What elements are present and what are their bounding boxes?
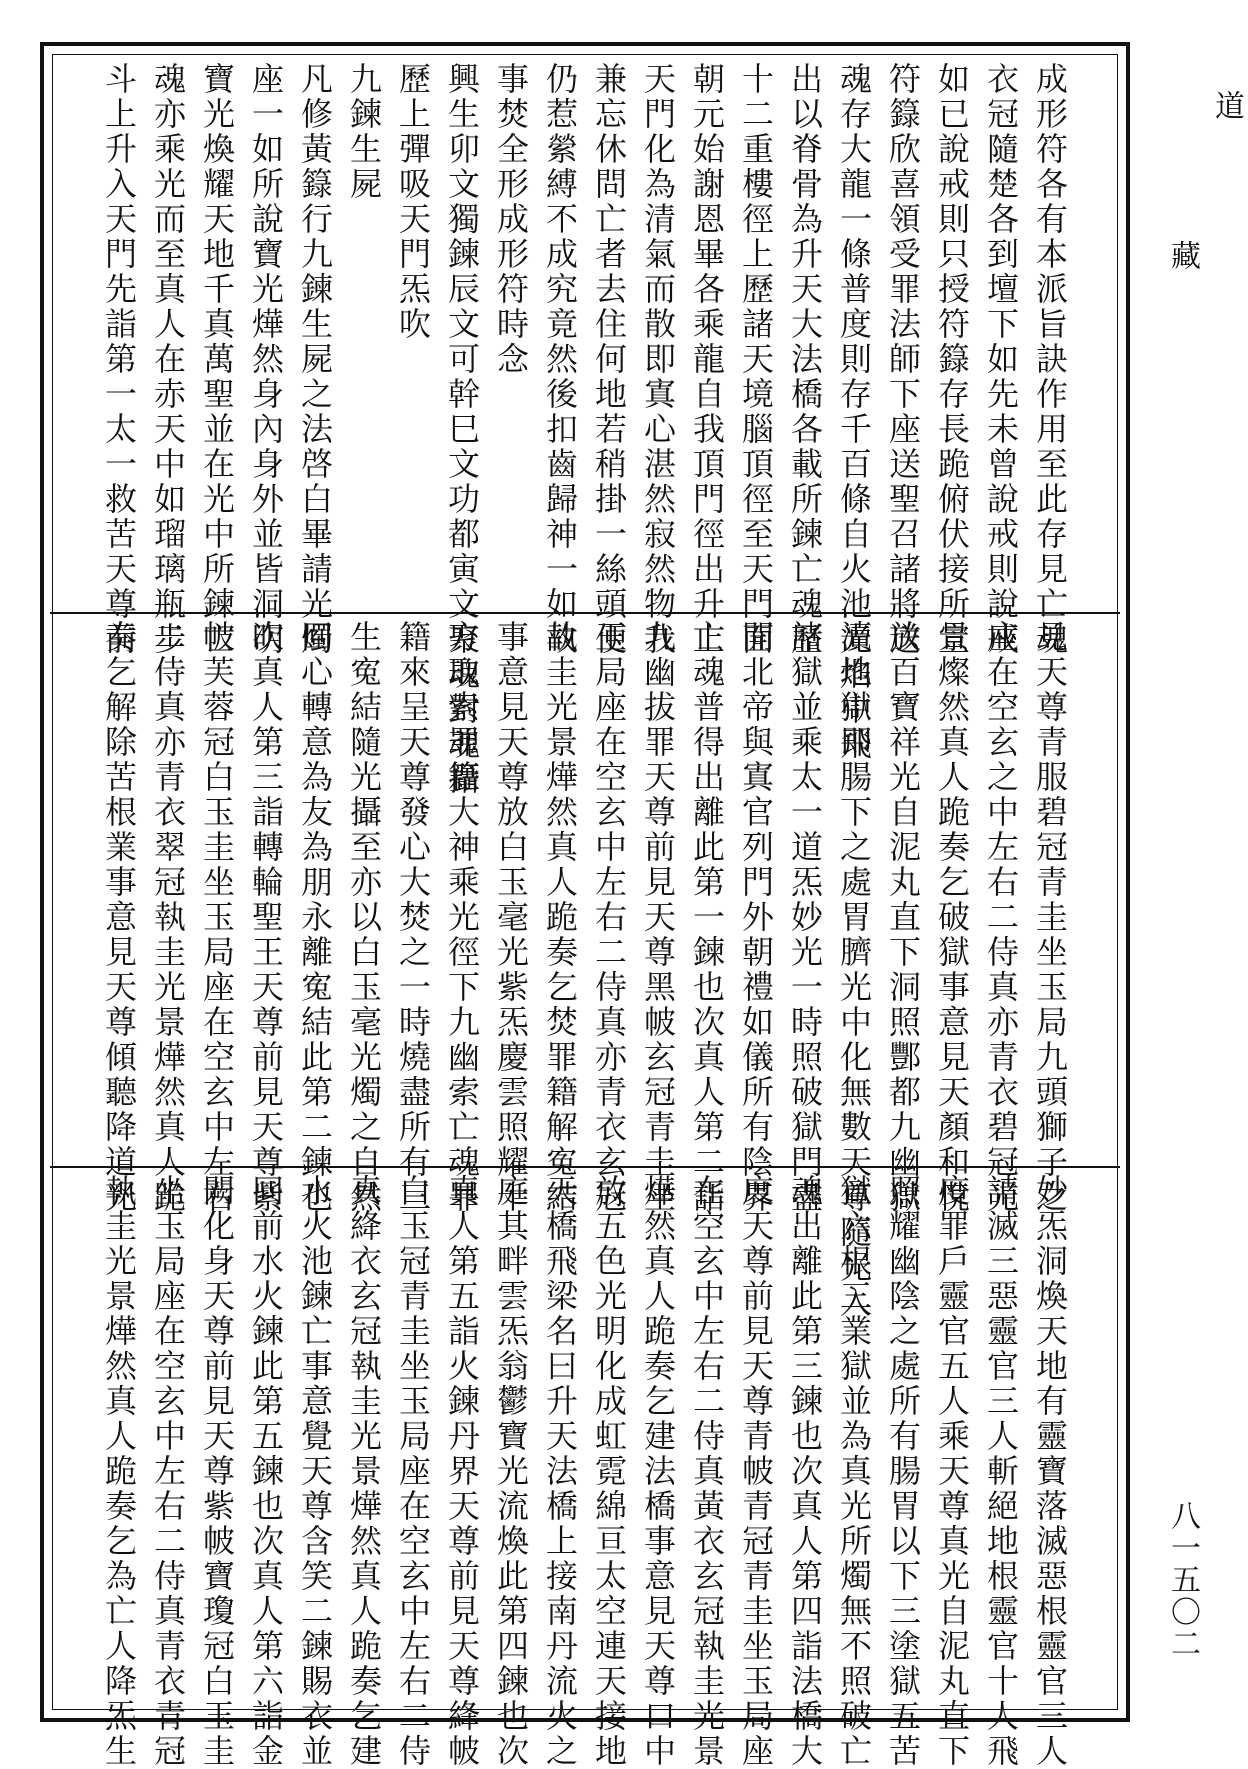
text-column: 魂存大龍一條普度則存千百條自火池光焰中飛 [835,62,873,762]
text-column: 真絳衣玄冠執圭光景燁然真人跪奏乞建 [345,1174,383,1769]
text-column: 九鍊生屍 [345,62,383,202]
text-column: 次真人第三詣轉輪聖王天尊前見天尊紫 [247,620,285,1215]
text-column: 座一如所說寶光燁然身內身外並皆洞明 [247,62,285,657]
text-column: 斗上升入天門先詣第一太一救苦天尊前 [100,62,138,657]
text-column: 照耀幽陰之處所有腸胃以下三塗獄五苦 [884,1174,922,1769]
text-column: 興生卯文獨鍊辰文可幹巳文功都寅文聚魂對魂攝 [443,62,481,797]
text-column: 度罪戶靈官五人乘天尊真光自泥丸直下 [933,1174,971,1769]
text-column: 開北帝與寘官列門外朝禮如儀所有陰界 [737,620,775,1215]
text-column: 真人第五詣火鍊丹界天尊前見天尊絳帔 [443,1174,481,1769]
text-column: 寶光煥耀天地千真萬聖並在光中所鍊亡 [198,62,236,657]
text-column: 在空玄中左右二侍真黃衣玄冠執圭光景 [688,1174,726,1769]
text-column: 符籙欣喜領受罪法師下座送聖召諸將送 [884,62,922,657]
text-column: 仍惹縈縛不成究竟然後扣齒歸神一如故 [541,62,579,657]
text-column: 成形符各有本派旨訣作用至此存見亡魂 [1031,62,1069,657]
text-column: 執圭光景燁然真人跪奏乞為亡人降炁生 [100,1174,138,1769]
text-column: 坐玉局座在空玄中左右二侍真青衣青冠 [149,1174,187,1769]
page-number: 八一五〇二 [1165,1500,1200,1660]
text-column: 出以脊骨為升天大法橋各載所鍊亡魂歷 [786,62,824,657]
text-column: 生寃結隨光攝至亦以白玉毫光燭之自然 [345,620,383,1215]
text-column: 玉局座在空玄中左右二侍真亦青衣玄冠 [590,620,628,1215]
margin-title-char: 藏 [1165,240,1200,274]
text-column: 見天尊青服碧冠青圭坐玉局九頭獅子之 [1031,620,1069,1215]
text-column: 庭其畔雲炁翁鬱寶光流煥此第四鍊也次 [492,1174,530,1769]
text-column: 九幽拔罪天尊前見天尊黑帔玄冠青圭坐 [639,620,677,1215]
text-column: 放五色光明化成虹霓綿亘太空連天接地 [590,1174,628,1769]
text-column: 事焚全形成形符時念 [492,62,530,377]
text-column: 獄六根三業獄並為真光所燭無不照破亡 [835,1174,873,1769]
text-column: 二侍真亦青衣翠冠執圭光景燁然真人跪 [149,620,187,1215]
text-column: 歷上彈吸天門炁吹 [394,62,432,342]
text-column: 如已說戒則只授符籙存長跪俯伏接所宣 [933,62,971,657]
text-column: 放百寶祥光自泥丸直下洞照酆都九幽獄 [884,620,922,1215]
text-column: 事意見天尊放白玉毫光紫炁慶雲照耀十 [492,620,530,1215]
text-column: 諸獄並乘太一道炁妙光一時照破獄門盡 [786,620,824,1215]
text-column: 朝元始謝恩畢各乘龍自我頂門徑出升上 [688,62,726,657]
text-column: 兼忘休問亡者去住何地若稍掛一絲頭便 [590,62,628,657]
text-column: 白玉冠青圭坐玉局座在空玄中左右二侍 [394,1174,432,1769]
text-column: 奏乞解除苦根業事意見天尊傾聽降道光 [100,620,138,1215]
text-column: 十二重樓徑上歷諸天境腦頂徑至天門面 [737,62,775,657]
text-column: 度天尊前見天尊青帔青冠青圭坐玉局座 [737,1174,775,1769]
text-column: 妙炁洞煥天地有靈寶落滅惡根靈官三人 [1031,1174,1069,1769]
text-column: 執圭光景燁然真人跪奏乞焚罪籍解寃結 [541,620,579,1215]
text-column: 亡魂普得出離此第一鍊也次真人第二詣 [688,620,726,1215]
text-column: 天門化為清氣而散即寘心湛然寂然物我 [639,62,677,657]
text-column: 闕化身天尊前見天尊紫帔寶瓊冠白玉圭 [198,1174,236,1769]
text-column: 回心轉意為友為朋永離寃結此第二鍊也 [296,620,334,1215]
text-column: 衣冠隨楚各到壇下如先未曾說戒則說戒 [982,62,1020,657]
margin-title [1160,90,1248,274]
text-column: 同前水火鍊此第五鍊也次真人第六詣金 [247,1174,285,1769]
text-column: 籍來呈天尊發心大焚之一時燒盡所有三 [394,620,432,1215]
text-column: 天橋飛梁名曰升天法橋上接南丹流火之 [541,1174,579,1769]
text-column: 魂出離此第三鍊也次真人第四詣法橋大 [786,1174,824,1769]
text-column: 水火池鍊亡事意覺天尊含笑二鍊賜衣並 [296,1174,334,1769]
text-column: 帔芙蓉冠白玉圭坐玉局座在空玄中左右 [198,620,236,1215]
text-column: 凡修黃籙行九鍊生屍之法啓白畢請光燭 [296,62,334,657]
text-column: 景燦然真人跪奏乞破獄事意見天顏和悅 [933,620,971,1215]
text-column: 座在空玄之中左右二侍真亦青衣碧冠光 [982,620,1020,1215]
text-column: 請滅三惡靈官三人斬絕地根靈官十人飛 [982,1174,1020,1769]
text-column: 瀆地獄即腸下之處胃臍光中化無數天尊隨光入 [835,620,873,1320]
text-column: 方取索罪籍大神乘光徑下九幽索亡魂罪 [443,620,481,1215]
text-column: 魂亦乘光而至真人在赤天中如瑠璃瓶步 [149,62,187,657]
margin-title-char: 道 [1209,90,1244,124]
text-column: 燁然真人跪奏乞建法橋事意見天尊口中 [639,1174,677,1769]
